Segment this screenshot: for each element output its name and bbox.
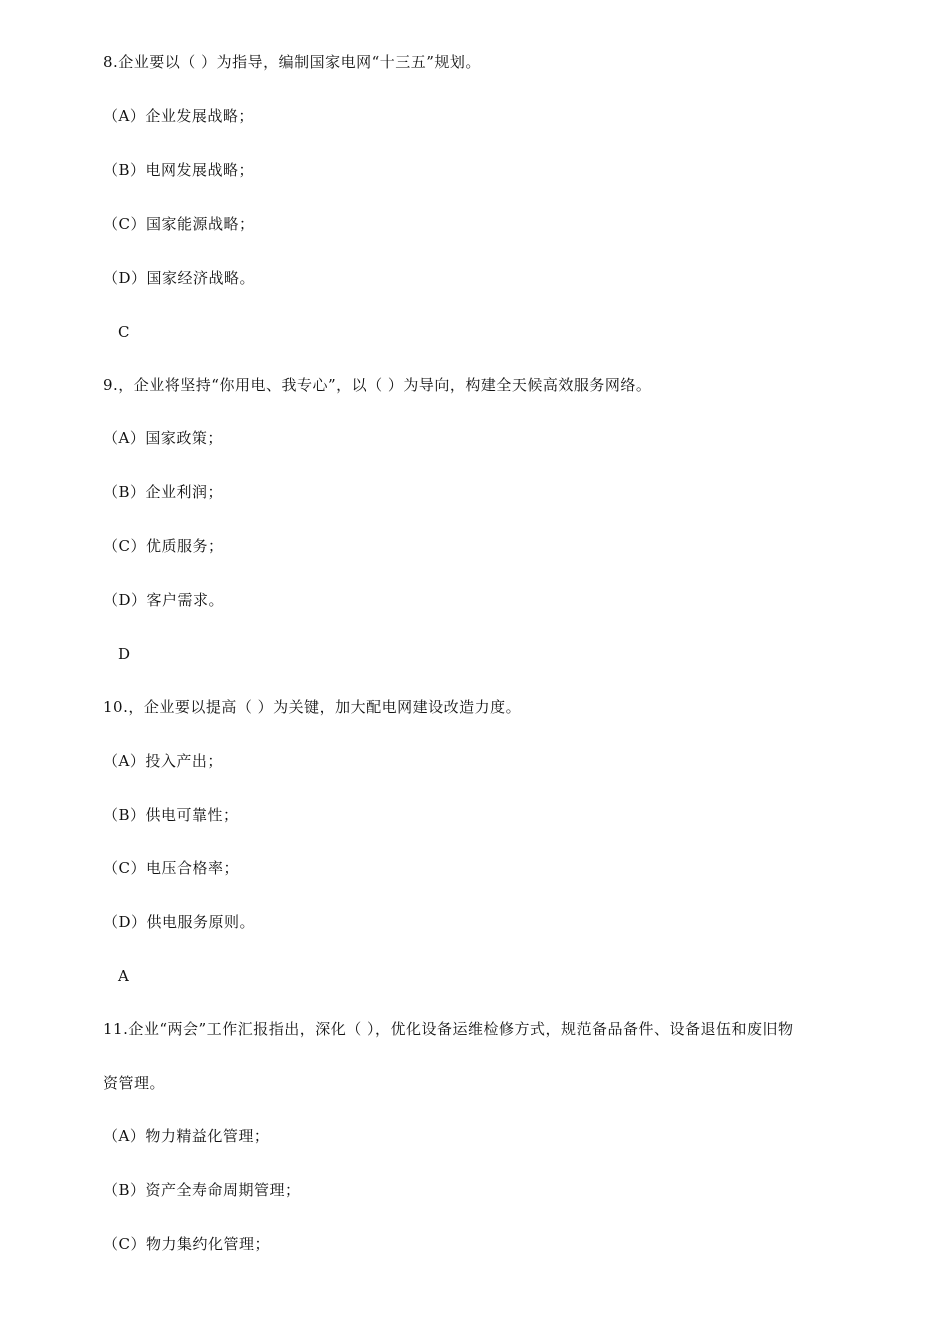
question-8-stem: 8.企业要以（ ）为指导，编制国家电网“十三五”规划。 [103,53,481,71]
question-11-stem-line-1: 11.企业“两会”工作汇报指出，深化（ ），优化设备运维检修方式，规范备品备件、设备退伍和废旧物 [103,1020,794,1038]
question-9-option-d: （D）客户需求。 [103,591,225,609]
question-9-answer: D [118,645,131,663]
question-9-option-a: （A）国家政策； [103,429,223,447]
question-8-option-c: （C）国家能源战略； [103,215,255,233]
question-11-option-a: （A）物力精益化管理； [103,1127,270,1145]
question-11-option-c: （C）物力集约化管理； [103,1235,270,1253]
question-8-answer: C [118,323,130,341]
question-8-option-d: （D）国家经济战略。 [103,269,256,287]
question-10-answer: A [118,967,130,985]
question-8-option-b: （B）电网发展战略； [103,161,255,179]
question-10-option-b: （B）供电可靠性； [103,806,239,824]
question-10-option-a: （A）投入产出； [103,752,223,770]
question-9-option-c: （C）优质服务； [103,537,224,555]
question-11-option-b: （B）资产全寿命周期管理； [103,1181,301,1199]
question-10-stem: 10.，企业要以提高（ ）为关键，加大配电网建设改造力度。 [103,698,522,716]
question-10-option-c: （C）电压合格率； [103,859,239,877]
question-10-option-d: （D）供电服务原则。 [103,913,256,931]
question-9-option-b: （B）企业利润； [103,483,224,501]
question-11-stem-line-2: 资管理。 [103,1074,166,1092]
question-8-option-a: （A）企业发展战略； [103,107,254,125]
question-9-stem: 9.，企业将坚持“你用电、我专心”，以（ ）为导向，构建全天候高效服务网络。 [103,376,652,394]
